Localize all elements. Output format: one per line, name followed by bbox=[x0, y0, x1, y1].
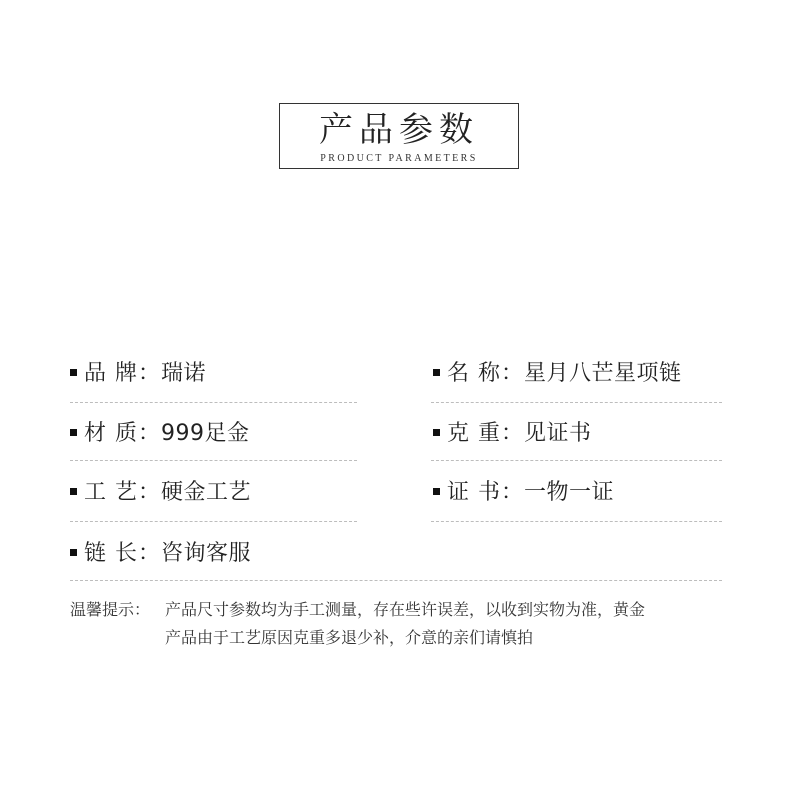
divider bbox=[431, 402, 722, 403]
bullet-icon bbox=[433, 488, 440, 495]
param-value: 瑞诺 bbox=[161, 361, 207, 386]
param-certificate bbox=[433, 478, 614, 508]
divider bbox=[70, 580, 722, 581]
bullet-icon bbox=[70, 549, 77, 556]
param-value: 星月八芒星项链 bbox=[524, 361, 682, 386]
notice-line-1: 产品尺寸参数均为手工测量，存在些许误差，以收到实物为准，黄金 bbox=[165, 600, 646, 619]
param-name bbox=[433, 359, 682, 389]
param-value: 999足金 bbox=[161, 421, 250, 446]
bullet-icon bbox=[433, 429, 440, 436]
section-title-box bbox=[279, 103, 519, 169]
section-subtitle: PRODUCT PARAMETERS bbox=[320, 153, 478, 164]
param-label: 品 牌： bbox=[84, 361, 161, 386]
param-weight bbox=[433, 419, 592, 449]
section-title: 产品参数 bbox=[319, 110, 479, 150]
divider bbox=[431, 460, 722, 461]
param-label: 工 艺： bbox=[84, 480, 161, 505]
param-label: 克 重： bbox=[447, 421, 524, 446]
param-value: 咨询客服 bbox=[161, 541, 252, 566]
param-brand bbox=[70, 359, 206, 389]
param-value: 一物一证 bbox=[524, 480, 615, 505]
param-value: 见证书 bbox=[524, 421, 592, 446]
divider bbox=[70, 402, 357, 403]
notice-line-2: 产品由于工艺原因克重多退少补，介意的亲们请慎拍 bbox=[165, 628, 534, 647]
bullet-icon bbox=[433, 369, 440, 376]
divider bbox=[431, 521, 722, 522]
param-material bbox=[70, 419, 250, 449]
param-label: 证 书： bbox=[447, 480, 524, 505]
bullet-icon bbox=[70, 429, 77, 436]
bullet-icon bbox=[70, 369, 77, 376]
param-chain-length bbox=[70, 539, 251, 569]
param-label: 链 长： bbox=[84, 541, 161, 566]
param-label: 名 称： bbox=[447, 361, 524, 386]
notice-label: 温馨提示： bbox=[70, 600, 151, 619]
notice bbox=[70, 596, 645, 652]
divider bbox=[70, 460, 357, 461]
param-label: 材 质： bbox=[84, 421, 161, 446]
divider bbox=[70, 521, 357, 522]
param-value: 硬金工艺 bbox=[161, 480, 252, 505]
bullet-icon bbox=[70, 488, 77, 495]
param-craft bbox=[70, 478, 251, 508]
